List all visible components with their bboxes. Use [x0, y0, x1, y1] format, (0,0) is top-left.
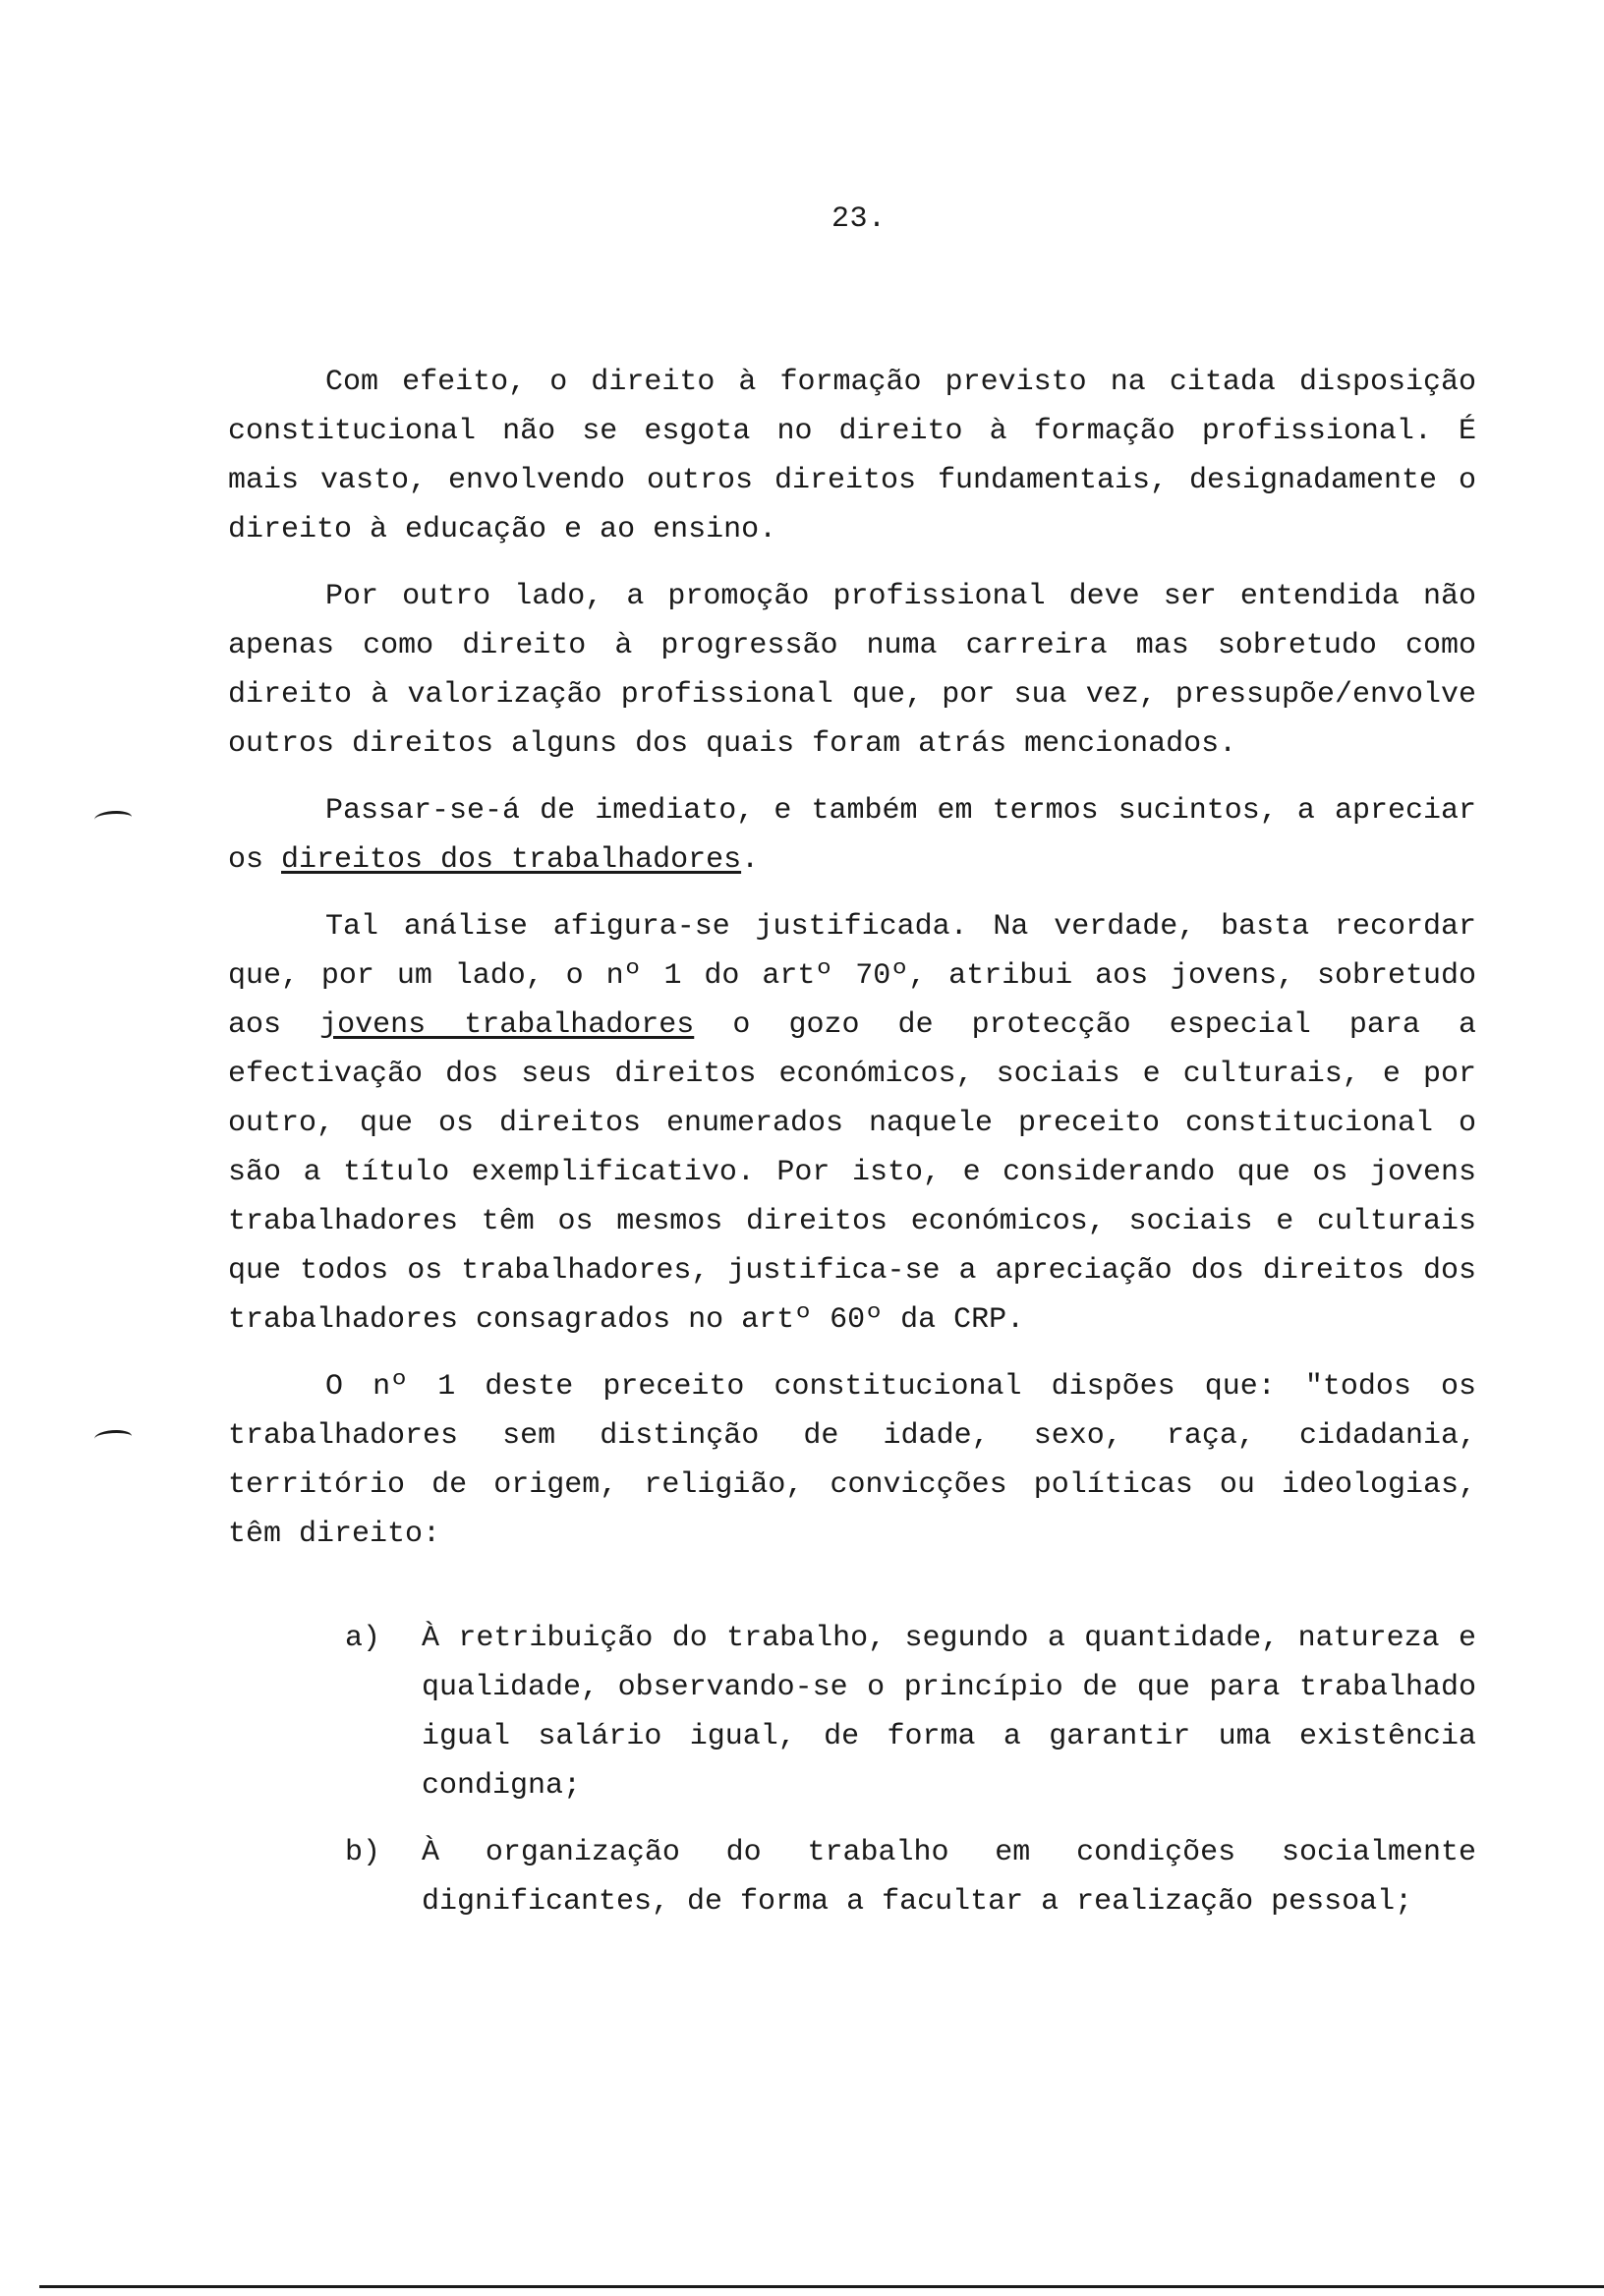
paragraph-text: o gozo de protecção especial para a efectivação dos seus direitos económicos, sociais e culturais, e por outro, que os direitos enumerados naquele preceito constitucional o são a título exemplificativo. Por isto, e considerando que os jovens trabalhadores têm os mesmos direitos económicos, sociais e culturais que todos os trabalhadores, justifica-se a apreciação dos direitos dos trabalhadores consagrados no artº 60º da CRP.: [228, 1008, 1477, 1337]
document-body: [228, 358, 1476, 1944]
list-item-text: À organização do trabalho em condições socialmente dignificantes, de forma a facultar a realização pessoal;: [422, 1836, 1476, 1919]
paragraph-text: Tal análise afigura-se justificada. Na verdade, basta recordar que, por um lado, o nº 1 do artº 70º, atribui aos jovens, sobretudo aos: [228, 910, 1476, 1042]
list-item: [228, 1614, 1476, 1810]
paragraph: [228, 902, 1476, 1345]
paragraph: O nº 1 deste preceito constitucional dispões que: "todos os trabalhadores sem distinção de idade, sexo, raça, cidadania, território de origem, religião, convicções políticas ou ideologias, têm direito:: [228, 1370, 1476, 1551]
margin-mark: [94, 1430, 132, 1445]
bottom-rule: [39, 2285, 1604, 2288]
paragraph-text: .: [741, 843, 760, 877]
paragraph: Com efeito, o direito à formação previsto na citada disposição constitucional não se esgota no direito à formação profissional. É mais vasto, envolvendo outros direitos fundamentais, designadamente o direito à educação e ao ensino.: [228, 366, 1476, 546]
page-number: 23.: [831, 202, 887, 236]
list-marker: b): [345, 1836, 381, 1869]
underlined-phrase: jovens trabalhadores: [319, 1008, 695, 1042]
margin-mark: [94, 811, 132, 826]
list-marker: a): [345, 1622, 381, 1655]
paragraph: [228, 786, 1476, 885]
enumerated-list: [228, 1614, 1476, 1926]
paragraph-text: Passar-se-á de imediato, e também em termos sucintos, a apreciar os: [228, 794, 1476, 877]
underlined-phrase: direitos dos trabalhadores: [281, 843, 742, 877]
list-item: [228, 1828, 1476, 1926]
paragraph: Por outro lado, a promoção profissional deve ser entendida não apenas como direito à progressão numa carreira mas sobretudo como direito à valorização profissional que, por sua vez, pressupõe/envolve outros direitos alguns dos quais foram atrás mencionados.: [228, 580, 1476, 761]
list-item-text: À retribuição do trabalho, segundo a quantidade, natureza e qualidade, observando-se o princípio de que para trabalhado igual salário igual, de forma a garantir uma existência condigna;: [422, 1622, 1476, 1803]
